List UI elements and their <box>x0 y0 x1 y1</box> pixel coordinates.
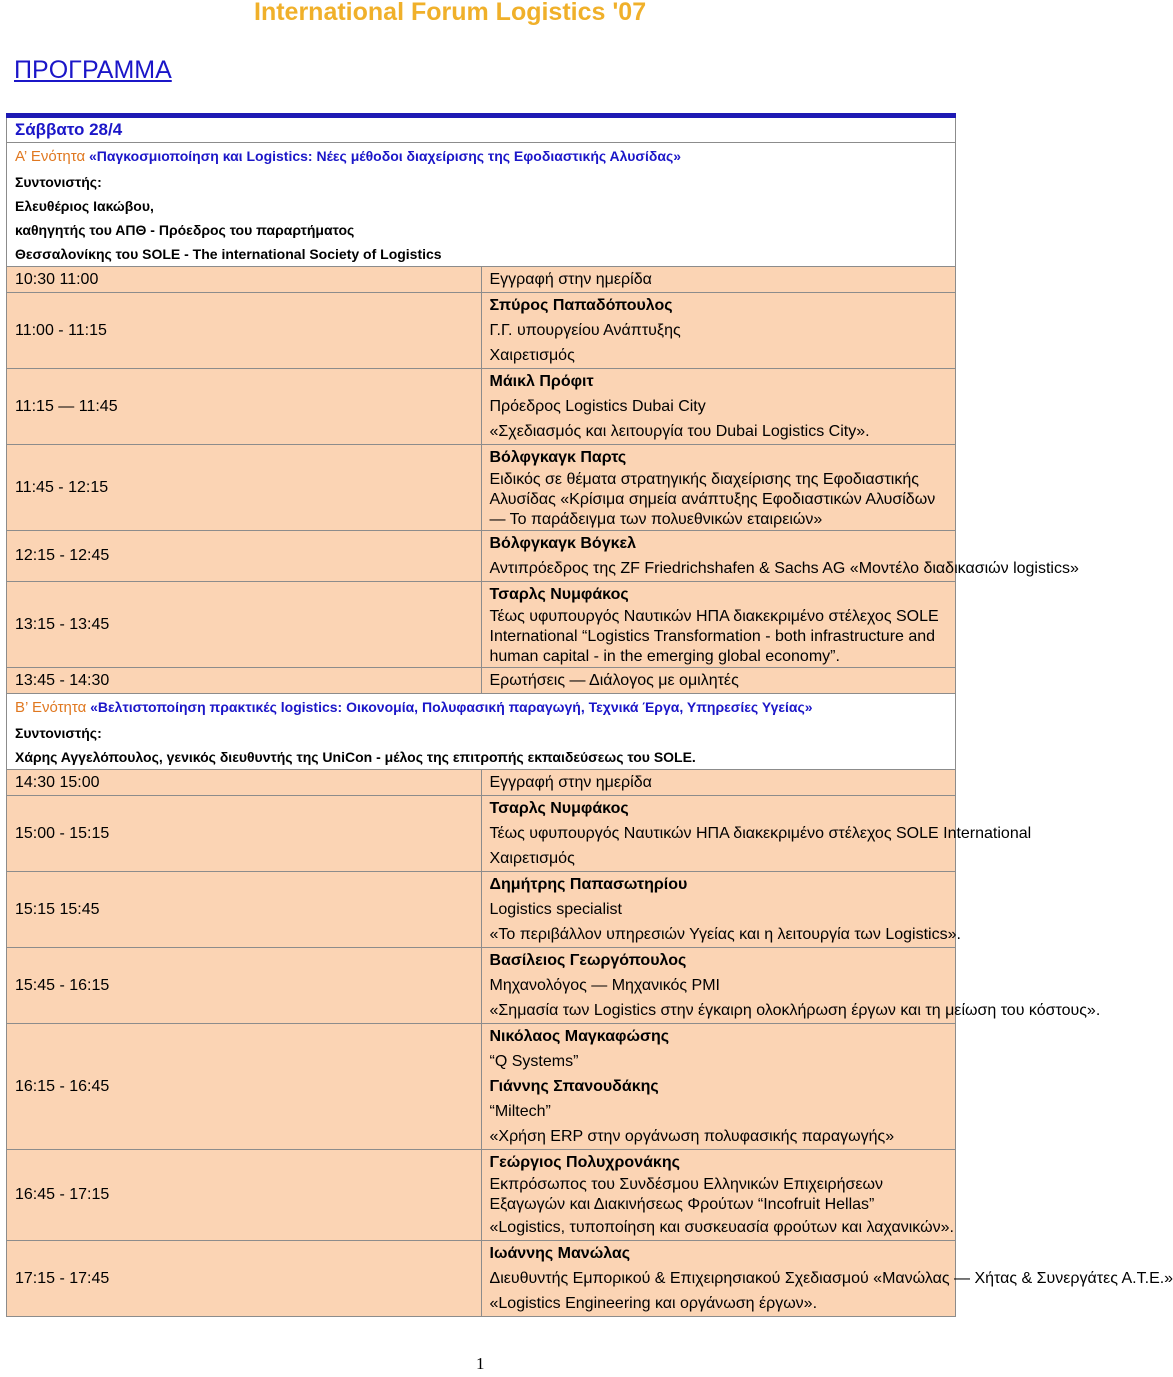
session-line: Μηχανολόγος — Μηχανικός PMI <box>489 977 720 994</box>
schedule-row <box>7 1241 956 1317</box>
time-slot: 13:45 - 14:30 <box>7 668 482 694</box>
session-details <box>481 796 1032 872</box>
coordinator-label: Συντονιστής: <box>15 725 102 741</box>
coordinator-line: καθηγητής του ΑΠΘ - Πρόεδρος του παραρτήματος <box>15 222 355 238</box>
session-details <box>481 1024 956 1150</box>
schedule-row <box>7 770 956 796</box>
section-title-line <box>15 143 955 170</box>
time-slot: 11:45 - 12:15 <box>7 445 482 531</box>
schedule-row <box>7 582 956 668</box>
schedule-row <box>7 445 956 531</box>
time-slot: 12:15 - 12:45 <box>7 531 482 582</box>
section-label: Β’ Ενότητα <box>15 699 87 716</box>
session-details <box>481 1241 1173 1317</box>
session-line: Ειδικός σε θέματα στρατηγικής διαχείρισης της Εφοδιαστικής Αλυσίδας «Κρίσιμα σημεία ανάπτυξης Εφοδιαστικών Αλυσίδων — Το παράδειγμα των πολυεθνικών εταιρειών» <box>489 471 936 528</box>
session-line: Ερωτήσεις — Διάλογος με ομιλητές <box>489 672 739 689</box>
session-details <box>481 582 956 668</box>
session-line: Εγγραφή στην ημερίδα <box>489 774 652 791</box>
time-slot: 15:00 - 15:15 <box>7 796 482 872</box>
session-details <box>481 445 956 531</box>
session-line: «Logistics Engineering και οργάνωση έργων». <box>489 1295 818 1312</box>
schedule-row <box>7 531 956 582</box>
schedule-row <box>7 369 956 445</box>
session-line: Χαιρετισμός <box>489 347 575 364</box>
session-line: Εγγραφή στην ημερίδα <box>489 271 652 288</box>
schedule-row <box>7 872 956 948</box>
session-details <box>481 872 961 948</box>
session-line: Πρόεδρος Logistics Dubai City <box>489 398 706 415</box>
day-label: Σάββατο 28/4 <box>15 120 123 139</box>
day-row <box>7 118 956 143</box>
time-slot: 17:15 - 17:45 <box>7 1241 482 1317</box>
time-slot: 16:45 - 17:15 <box>7 1150 482 1241</box>
session-line: «Το περιβάλλον υπηρεσιών Υγείας και η λειτουργία των Logistics». <box>489 926 961 943</box>
session-line: Εκπρόσωπος του Συνδέσμου Ελληνικών Επιχειρήσεων Εξαγωγών και Διακινήσεως Φρούτων “Incofruit Hellas” <box>489 1176 883 1213</box>
session-details <box>481 293 956 369</box>
schedule-row <box>7 293 956 369</box>
program-table <box>6 113 1173 1317</box>
coordinator-line: Ελευθέριος Ιακώβου, <box>15 198 154 214</box>
speaker-name: Τσαρλς Νυμφάκος <box>489 800 629 817</box>
session-line: «Σημασία των Logistics στην έγκαιρη ολοκλήρωση έργων και τη μείωση του κόστους». <box>489 1002 1101 1019</box>
time-slot: 14:30 15:00 <box>7 770 482 796</box>
speaker-name: Βόλφγκαγκ Βόγκελ <box>489 535 637 552</box>
speaker-name: Γεώργιος Πολυχρονάκης <box>489 1154 680 1171</box>
time-slot: 13:15 - 13:45 <box>7 582 482 668</box>
session-details <box>481 531 1079 582</box>
time-slot: 15:15 15:45 <box>7 872 482 948</box>
session-line: Χαιρετισμός <box>489 850 575 867</box>
speaker-name: Γιάννης Σπανουδάκης <box>489 1078 659 1095</box>
section-b-header <box>7 694 956 770</box>
session-line: «Σχεδιασμός και λειτουργία του Dubai Logistics City». <box>489 423 870 440</box>
schedule-row <box>7 948 956 1024</box>
time-slot: 15:45 - 16:15 <box>7 948 482 1024</box>
speaker-name: Βασίλειος Γεωργόπουλος <box>489 952 687 969</box>
forum-title: International Forum Logistics '07 <box>254 0 647 26</box>
time-slot: 16:15 - 16:45 <box>7 1024 482 1150</box>
schedule-row <box>7 796 956 872</box>
time-slot: 11:00 - 11:15 <box>7 293 482 369</box>
session-details <box>481 1150 956 1241</box>
page-number: 1 <box>476 1354 485 1373</box>
session-details <box>481 770 956 796</box>
session-line: Αντιπρόεδρος της ZF Friedrichshafen & Sachs AG «Μοντέλο διαδικασιών logistics» <box>489 560 1079 577</box>
session-line: Τέως υφυπουργός Ναυτικών ΗΠΑ διακεκριμένο στέλεχος SOLE International <box>489 825 1032 842</box>
speaker-name: Μάικλ Πρόφιτ <box>489 373 594 390</box>
schedule-row <box>7 1024 956 1150</box>
section-title-line <box>15 694 955 721</box>
section-title: «Βελτιστοποίηση πρακτικές logistics: Οικονομία, Πολυφασική παραγωγή, Τεχνικά Έργα, Υπηρεσίες Υγείας» <box>90 699 813 715</box>
section-label: Α’ Ενότητα <box>15 148 86 165</box>
speaker-name: Νικόλαος Μαγκαφώσης <box>489 1028 670 1045</box>
session-line: «Logistics, τυποποίηση και συσκευασία φρούτων και λαχανικών». <box>489 1219 954 1236</box>
speaker-name: Βόλφγκαγκ Παρτς <box>489 449 627 466</box>
time-slot: 11:15 — 11:45 <box>7 369 482 445</box>
time-slot: 10:30 11:00 <box>7 267 482 293</box>
session-line: Logistics specialist <box>489 901 622 918</box>
session-line: «Χρήση ERP στην οργάνωση πολυφασικής παραγωγής» <box>489 1128 895 1145</box>
speaker-name: Τσαρλς Νυμφάκος <box>489 586 629 603</box>
section-title: «Παγκοσμιοποίηση και Logistics: Νέες μέθοδοι διαχείρισης της Εφοδιαστικής Αλυσίδας» <box>89 148 682 164</box>
section-a-header <box>7 143 956 267</box>
schedule-row <box>7 267 956 293</box>
session-line: “Q Systems” <box>489 1053 579 1070</box>
coordinator-label: Συντονιστής: <box>15 174 102 190</box>
session-line: Γ.Γ. υπουργείου Ανάπτυξης <box>489 322 681 339</box>
session-line: Διευθυντής Εμπορικού & Επιχειρησιακού Σχεδιασμού «Μανώλας — Χήτας & Συνεργάτες Α.Τ.Ε.» <box>489 1270 1173 1287</box>
session-line: “Miltech” <box>489 1103 551 1120</box>
speaker-name: Ιωάννης Μανώλας <box>489 1245 631 1262</box>
session-line: Τέως υφυπουργός Ναυτικών ΗΠΑ διακεκριμένο στέλεχος SOLE International “Logistics Transformation - both infrastructure and human capital - in the emerging global economy”. <box>489 608 939 665</box>
coordinator-line: Θεσσαλονίκης του SOLE - The international Society of Logistics <box>15 246 442 262</box>
session-details <box>481 267 956 293</box>
speaker-name: Σπύρος Παπαδόπουλος <box>489 297 673 314</box>
session-details <box>481 948 1101 1024</box>
session-details <box>481 369 956 445</box>
coordinator-line: Χάρης Αγγελόπουλος, γενικός διευθυντής της UniCon - μέλος της επιτροπής εκπαιδεύσεως του SOLE. <box>15 749 696 765</box>
schedule-row <box>7 668 956 694</box>
session-details <box>481 668 956 694</box>
speaker-name: Δημήτρης Παπασωτηρίου <box>489 876 688 893</box>
program-heading: ΠΡΟΓΡΑΜΜΑ <box>14 56 172 84</box>
schedule-row <box>7 1150 956 1241</box>
